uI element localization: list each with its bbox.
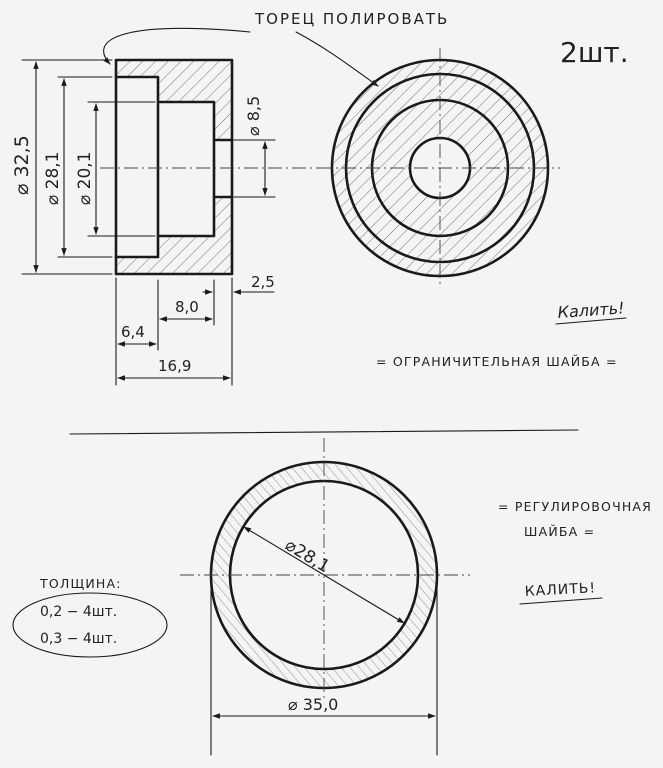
thickness-value-1: 0,2 − 4шт. — [40, 604, 118, 620]
dim-d-outer-label: ⌀ 32,5 — [11, 135, 33, 195]
separator-line — [70, 430, 578, 434]
dim-d-mid-label: ⌀ 28,1 — [43, 151, 63, 205]
washer2-title-line2: ШАЙБА = — [524, 524, 596, 539]
leader-face-left — [104, 28, 250, 64]
dim-d-hole-label: ⌀ 8,5 — [244, 95, 263, 136]
dim-l-first-label: 6,4 — [121, 323, 145, 341]
quantity-label: 2шт. — [560, 36, 629, 69]
washer2-title-line1: = РЕГУЛИРОВОЧНАЯ — [498, 499, 653, 514]
leader-face-right — [296, 32, 378, 86]
dim-l-total-label: 16,9 — [158, 357, 192, 375]
washer1-title: = ОГРАНИЧИТЕЛЬНАЯ ШАЙБА = — [376, 354, 618, 369]
dim-d-inner — [88, 102, 155, 236]
harden-note-2: КАЛИТЬ! — [524, 580, 597, 600]
dim-d-hole — [234, 140, 275, 197]
harden-note-1: Калить! — [556, 298, 626, 322]
dim-d-outer — [22, 60, 112, 274]
dim-l-step-label: 8,0 — [175, 298, 199, 316]
thickness-label: ТОЛЩИНА: — [40, 576, 122, 591]
washer2-d-outer-label: ⌀ 35,0 — [288, 695, 339, 714]
thickness-value-2: 0,3 − 4шт. — [40, 631, 118, 647]
thickness-oval — [13, 593, 167, 657]
section-view — [11, 28, 320, 385]
washer2-d-inner-label: ⌀28,1 — [281, 535, 333, 578]
section-bore — [116, 77, 232, 257]
dim-d-inner-label: ⌀ 20,1 — [75, 151, 95, 205]
front-view — [318, 48, 560, 285]
dim-l-face-label: 2,5 — [251, 273, 275, 291]
note-face-polish: ТОРЕЦ ПОЛИРОВАТЬ — [255, 10, 450, 28]
